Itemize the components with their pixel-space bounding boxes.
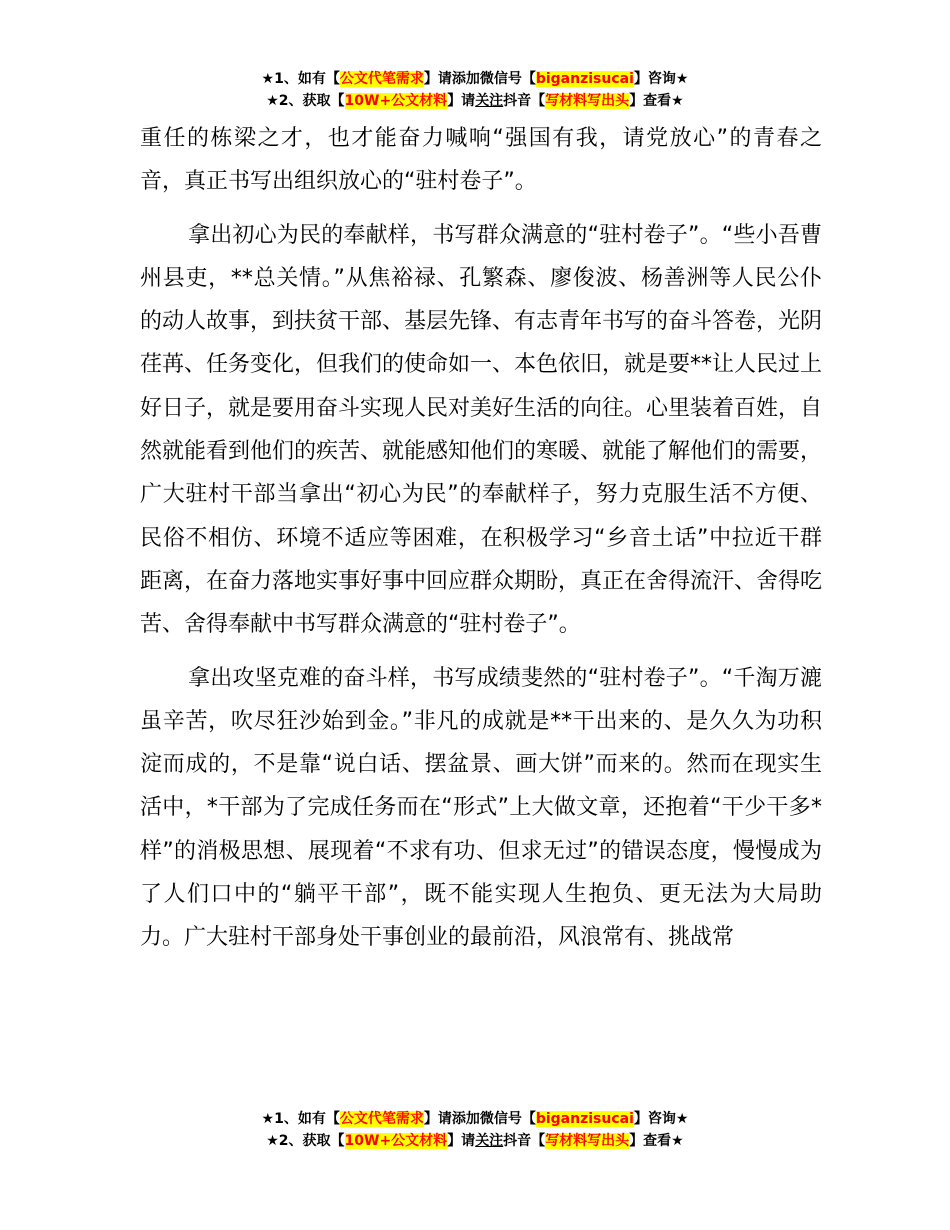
banner-line-1: ★1、如有【公文代笔需求】请添加微信号【biganzisucai】咨询★ bbox=[261, 1111, 689, 1127]
paragraph-dedication: 拿出初心为民的奉献样，书写群众满意的“驻村卷子”。“些小吾曹州县吏，**总关情。”从焦裕禄、孔繁森、廖俊波、杨善洲等人民公仆的动人故事，到扶贫干部、基层先锋、有志青年书写的奋斗答卷，光阴荏苒、任务变化，但我们的使命如一、本色依旧，就是要**让人民过上好日子，就是要用奋斗实现人民对美好生活的向往。心里装着百姓，自然就能看到他们的疾苦、就能感知他们的寒暖、就能了解他们的需要，广大驻村干部当拿出“初心为民”的奉献样子，努力克服生活不方便、民俗不相仿、环境不适应等困难，在积极学习“乡音土话”中拉近干群距离，在奋力落地实事好事中回应群众期盼，真正在舍得流汗、舍得吃苦、舍得奉献中书写群众满意的“驻村卷子”。 bbox=[140, 222, 823, 638]
highlight-wechat-id: biganzisucai bbox=[535, 71, 634, 87]
footer-banner bbox=[0, 1108, 950, 1152]
highlight-wechat-id: biganzisucai bbox=[535, 1111, 634, 1127]
banner-line-1: ★1、如有【公文代笔需求】请添加微信号【biganzisucai】咨询★ bbox=[261, 71, 689, 87]
banner-line-2: ★2、获取【10W+公文材料】请关注抖音【写材料写出头】查看★ bbox=[266, 1133, 684, 1149]
highlight-writing-service: 公文代笔需求 bbox=[339, 1111, 424, 1127]
paragraph-continuation: 重任的栋梁之才，也才能奋力喊响“强国有我，请党放心”的青春之音，真正书写出组织放心的“驻村卷子”。 bbox=[140, 126, 822, 195]
follow-underlined: 关注 bbox=[475, 93, 504, 109]
highlight-materials: 10W+公文材料 bbox=[344, 93, 448, 109]
document-body bbox=[140, 117, 822, 960]
header-banner bbox=[0, 68, 950, 112]
banner-line-2: ★2、获取【10W+公文材料】请关注抖音【写材料写出头】查看★ bbox=[266, 93, 684, 109]
follow-underlined: 关注 bbox=[475, 1133, 504, 1149]
highlight-douyin-account: 写材料写出头 bbox=[545, 1133, 630, 1149]
highlight-materials: 10W+公文材料 bbox=[344, 1133, 448, 1149]
highlight-douyin-account: 写材料写出头 bbox=[545, 93, 630, 109]
paragraph-struggle: 拿出攻坚克难的奋斗样，书写成绩斐然的“驻村卷子”。“千淘万漉虽辛苦，吹尽狂沙始到金。”非凡的成就是**干出来的、是久久为功积淀而成的，不是靠“说白话、摆盆景、画大饼”而来的。然而在现实生活中，*干部为了完成任务而在“形式”上大做文章，还抱着“干少干多*样”的消极思想、展现着“不求有功、但求无过”的错误态度，慢慢成为了人们口中的“躺平干部”，既不能实现人生抱负、更无法为大局助力。广大驻村干部身处干事创业的最前沿，风浪常有、挑战常 bbox=[140, 665, 822, 951]
highlight-writing-service: 公文代笔需求 bbox=[339, 71, 424, 87]
